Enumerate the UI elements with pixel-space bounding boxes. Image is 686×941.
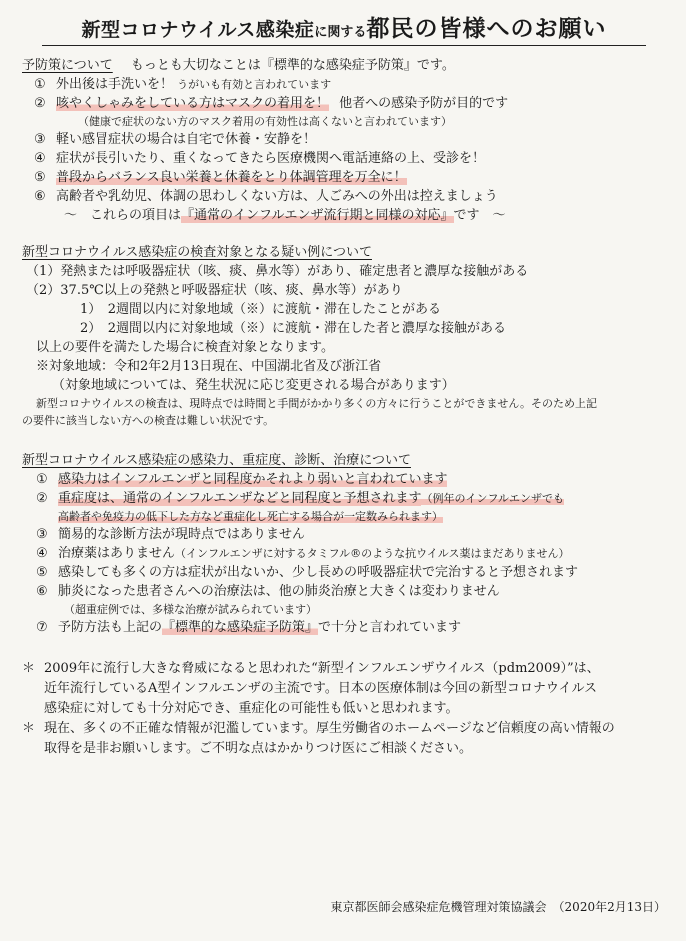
text-line: の要件に該当しない方への検査は難しい状況です。 [22,414,275,427]
page-title [22,10,666,46]
title-part2: に関する [314,25,367,40]
title-part1: 新型コロナウイルス感染症 [81,19,315,41]
note-item: ＊ 現在、多くの不正確な情報が氾濫しています。厚生労働省のホームページなど信頼度の高い情報の 取得を是非お願いします。ご不明な点はかかりつけ医にご相談ください。 [22,721,615,756]
list-item: ⑤ 感染しても多くの方は症状が出ないか、少し長めの呼吸器症状で完治すると予想されます [36,565,579,580]
list-item: ④ 症状が長引いたり、重くなってきたら医療機関へ電話連絡の上、受診を！ [34,151,486,166]
list-item: ⑤ 普段からバランス良い栄養と休養をとり体調管理を万全に！ [34,170,407,185]
notes [22,659,666,759]
text-line: 以上の要件を満たした場合に検査対象となります。 [36,340,334,355]
section-infectivity [22,451,666,637]
note-item: ＊ 2009年に流行し大きな脅威になると思われた“新型インフルエンザウイルス（pdm2009）”は、 近年流行しているA型インフルエンザの主流です。日本の医療体制は今回の新型コロナウイルス 感染症に対しても十分対応でき、重症化の可能性も低いと思われます。 [22,661,600,716]
text-line: 新型コロナウイルスの検査は、現時点では時間と手間がかかり多くの方々に行うことができません。そのため上記 [36,397,597,410]
section-heading-infectivity: 新型コロナウイルス感染症の感染力、重症度、診断、治療について [22,453,411,468]
section-heading-testing: 新型コロナウイルス感染症の検査対象となる疑い例について [22,245,372,260]
section-intro: もっとも大切なことは『標準的な感染症予防策』です。 [130,58,455,73]
text-line: （対象地域については、発生状況に応じ変更される場合があります） [52,378,455,393]
text-line: 1） 2週間以内に対象地域（※）に渡航・滞在したことがある [80,302,442,317]
text-line: （1）発熱または呼吸器症状（咳、痰、鼻水等）があり、確定患者と濃厚な接触がある [26,264,529,279]
list-item: ③ 簡易的な診断方法が現時点ではありません [36,527,306,542]
list-item: ① 感染力はインフルエンザと同程度かそれより弱いと言われています [36,472,448,487]
footer-issuer: 東京都医師会感染症危機管理対策協議会 （2020年2月13日） [330,900,666,914]
list-item: ⑥ 肺炎になった患者さんへの治療法は、他の肺炎治療と大きくは変わりません [36,584,500,599]
list-item-note: 高齢者や免疫力の低下した方など重症化し死亡する場合が一定数みられます） [58,510,443,523]
text-line: （2）37.5℃以上の発熱と呼吸器症状（咳、痰、鼻水等）があり [26,283,403,298]
text-line: ※対象地域：令和2年2月13日現在、中国湖北省及び浙江省 [36,359,382,374]
title-part3: 都民の皆様へのお願い [366,15,607,42]
list-item-note: （超重症例では、多様な治療が試みられています） [64,603,317,616]
list-item: ⑦ 予防方法も上記の『標準的な感染症予防策』で十分と言われています [36,620,462,635]
list-item: ③ 軽い感冒症状の場合は自宅で休養・安静を！ [34,132,317,147]
section-closing: ～ これらの項目は『通常のインフルエンザ流行期と同様の対応』です ～ [64,208,506,223]
list-item-note: （健康で症状のない方のマスク着用の有効性は高くないと言われています） [78,115,452,128]
list-item: ④ 治療薬はありません（インフルエンザに対するタミフル®のような抗ウイルス薬はまだありません） [36,546,570,561]
section-testing [22,243,666,429]
list-item: ② 咳やくしゃみをしている方はマスクの着用を！ 他者への感染予防が目的です [34,96,509,111]
list-item: ② 重症度は、通常のインフルエンザなどと同程度と予想されます（例年のインフルエンザでも [36,491,565,506]
text-line: 2） 2週間以内に対象地域（※）に渡航・滞在した者と濃厚な接触がある [80,321,507,336]
title-underline [42,45,646,46]
section-heading-prevention: 予防策について [22,58,113,73]
section-prevention [22,56,666,225]
list-item: ① 外出後は手洗いを！ うがいも有効と言われています [34,77,332,92]
list-item: ⑥ 高齢者や乳幼児、体調の思わしくない方は、人ごみへの外出は控えましょう [34,189,498,204]
